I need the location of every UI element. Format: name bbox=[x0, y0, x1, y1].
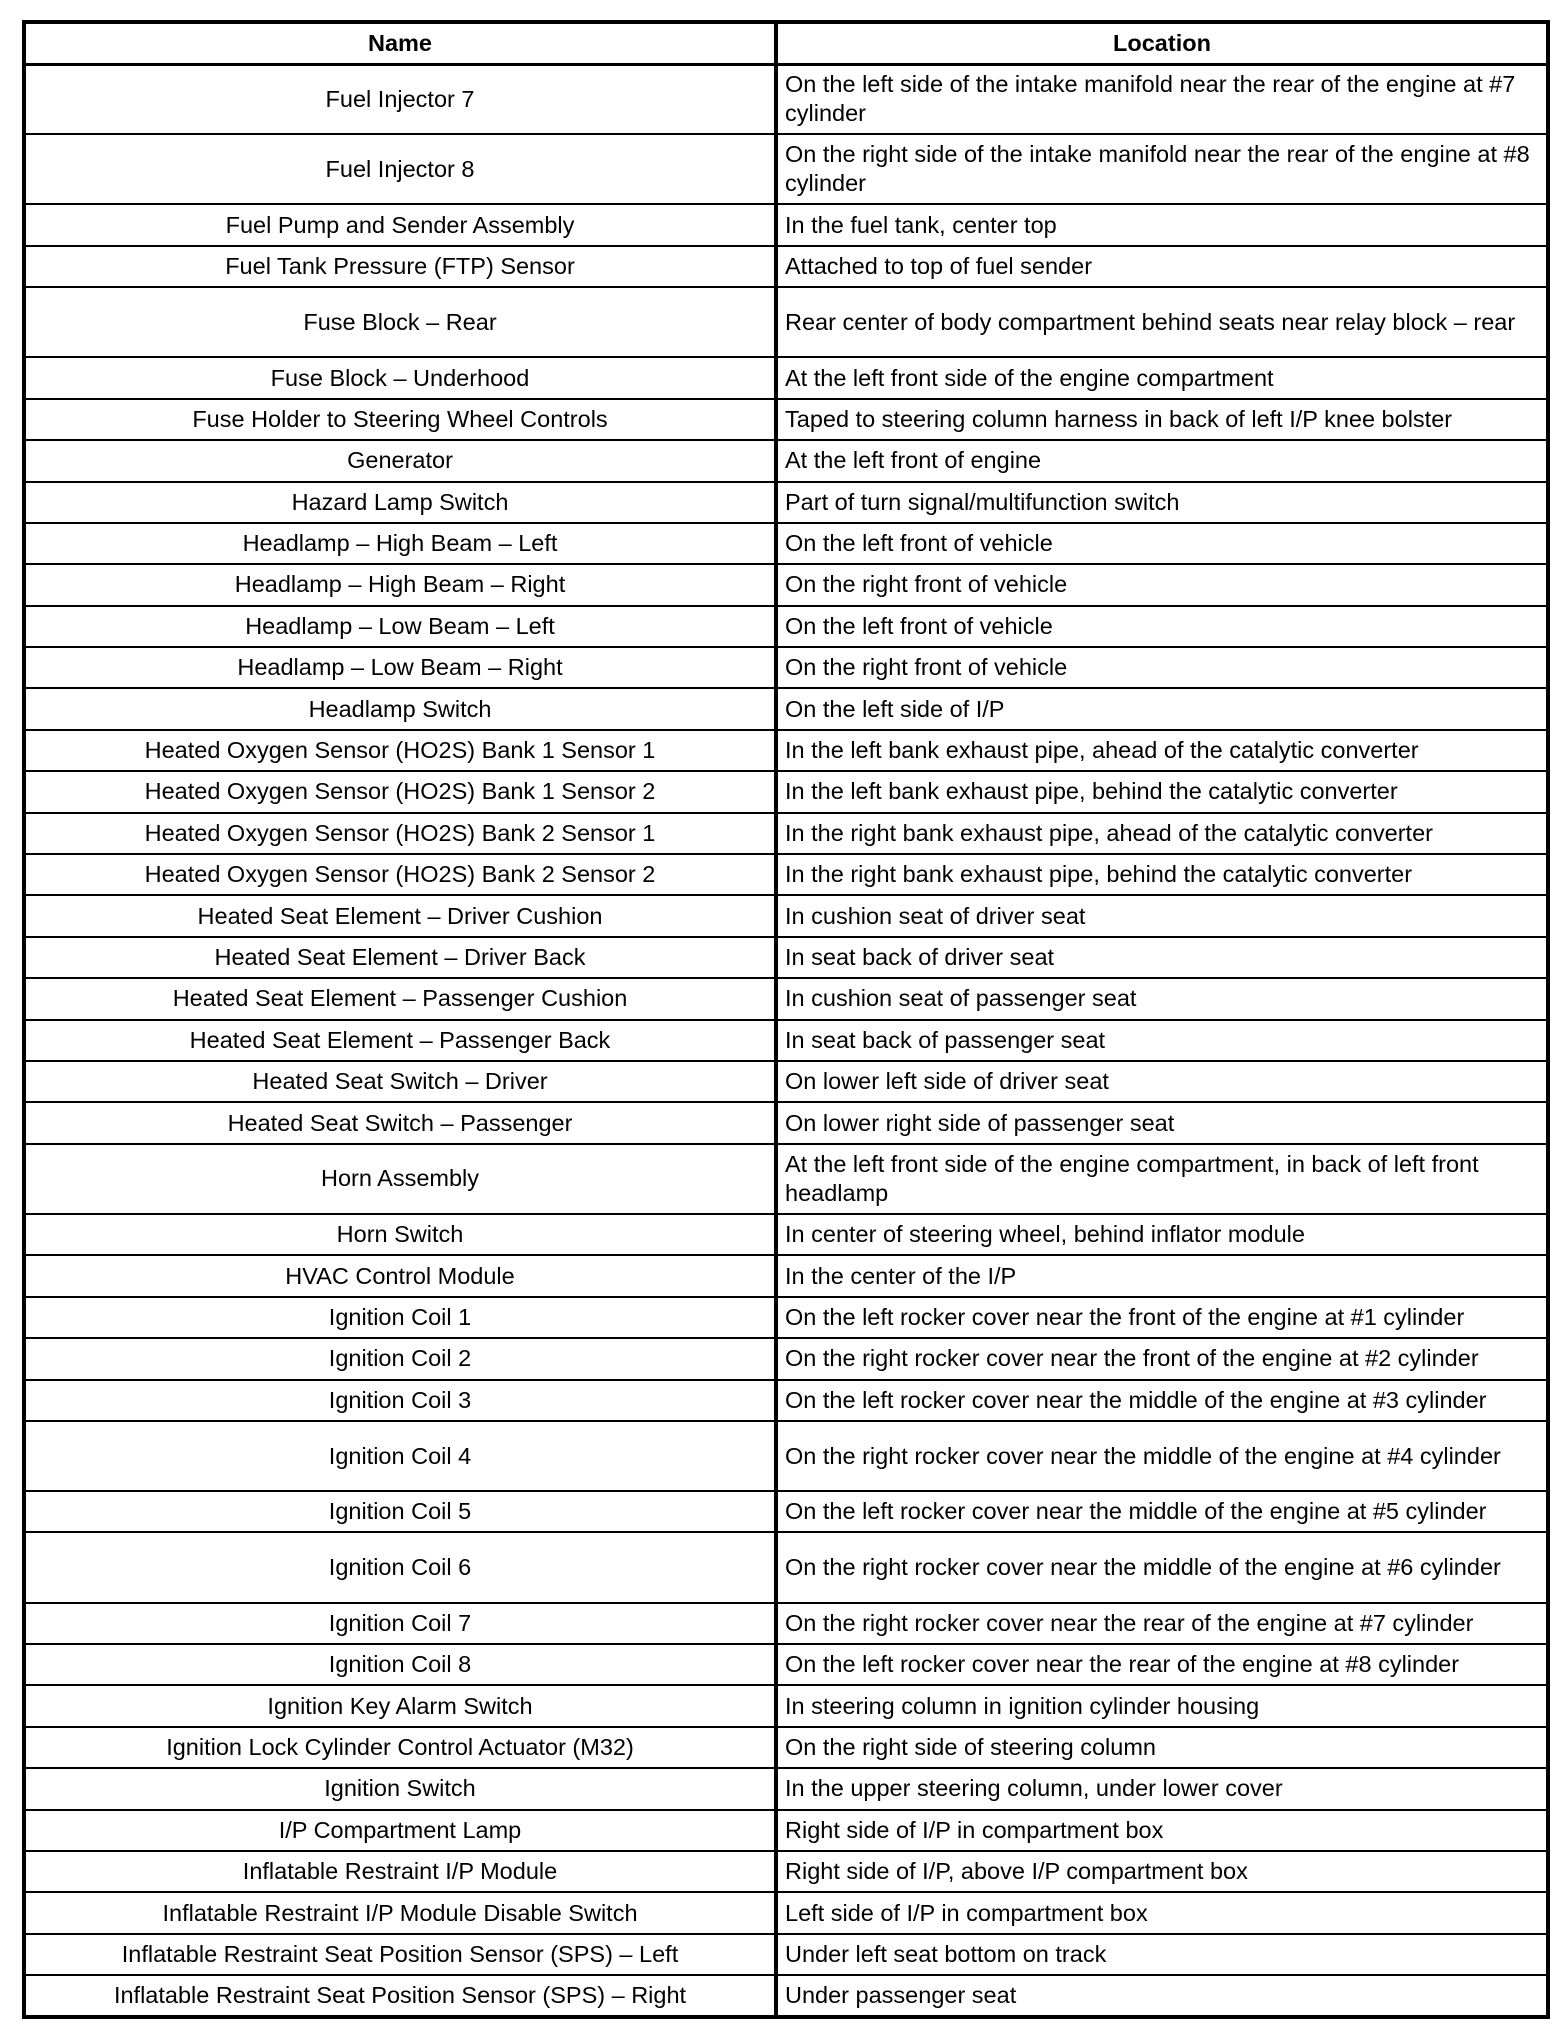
table-row bbox=[24, 564, 1548, 605]
table-row bbox=[24, 64, 1548, 134]
component-location-cell: In the left bank exhaust pipe, behind the catalytic converter bbox=[776, 771, 1548, 812]
component-name-cell: Heated Oxygen Sensor (HO2S) Bank 1 Sensor 2 bbox=[24, 771, 776, 812]
table-row bbox=[24, 1727, 1548, 1768]
component-location-cell: In cushion seat of passenger seat bbox=[776, 978, 1548, 1019]
component-location-cell: On the right side of steering column bbox=[776, 1727, 1548, 1768]
component-location-cell: On the left side of the intake manifold near the rear of the engine at #7 cylinder bbox=[776, 64, 1548, 134]
component-location-cell: On the right rocker cover near the rear of the engine at #7 cylinder bbox=[776, 1603, 1548, 1644]
component-location-cell: In cushion seat of driver seat bbox=[776, 895, 1548, 936]
table-row bbox=[24, 1297, 1548, 1338]
component-name-cell: Horn Switch bbox=[24, 1214, 776, 1255]
component-name-cell: Heated Seat Switch – Driver bbox=[24, 1061, 776, 1102]
component-name-cell: Ignition Lock Cylinder Control Actuator (M32) bbox=[24, 1727, 776, 1768]
component-name-cell: Heated Seat Element – Passenger Cushion bbox=[24, 978, 776, 1019]
table-row bbox=[24, 895, 1548, 936]
component-location-cell: Taped to steering column harness in back of left I/P knee bolster bbox=[776, 399, 1548, 440]
component-name-cell: Heated Oxygen Sensor (HO2S) Bank 1 Sensor 1 bbox=[24, 730, 776, 771]
component-location-cell: Under left seat bottom on track bbox=[776, 1934, 1548, 1975]
component-location-table bbox=[22, 20, 1550, 2019]
component-location-cell: On the left rocker cover near the middle of the engine at #5 cylinder bbox=[776, 1491, 1548, 1532]
component-location-cell: On the left rocker cover near the rear of the engine at #8 cylinder bbox=[776, 1644, 1548, 1685]
component-location-cell: In the right bank exhaust pipe, behind the catalytic converter bbox=[776, 854, 1548, 895]
component-location-cell: On the left front of vehicle bbox=[776, 606, 1548, 647]
component-location-cell: In seat back of passenger seat bbox=[776, 1020, 1548, 1061]
component-name-cell: HVAC Control Module bbox=[24, 1255, 776, 1296]
component-name-cell: Ignition Coil 6 bbox=[24, 1532, 776, 1602]
table-row bbox=[24, 647, 1548, 688]
component-location-cell: At the left front side of the engine compartment, in back of left front headlamp bbox=[776, 1144, 1548, 1214]
table-row bbox=[24, 1144, 1548, 1214]
component-location-cell: In seat back of driver seat bbox=[776, 937, 1548, 978]
table-row bbox=[24, 813, 1548, 854]
component-location-cell: In center of steering wheel, behind inflator module bbox=[776, 1214, 1548, 1255]
component-name-cell: Generator bbox=[24, 440, 776, 481]
component-name-cell: Headlamp – Low Beam – Right bbox=[24, 647, 776, 688]
table-row bbox=[24, 1685, 1548, 1726]
column-header-name: Name bbox=[24, 22, 776, 64]
table-row bbox=[24, 134, 1548, 204]
component-name-cell: Fuse Holder to Steering Wheel Controls bbox=[24, 399, 776, 440]
table-row bbox=[24, 1603, 1548, 1644]
table-row bbox=[24, 399, 1548, 440]
component-location-cell: On the left rocker cover near the front of the engine at #1 cylinder bbox=[776, 1297, 1548, 1338]
table-row bbox=[24, 1934, 1548, 1975]
component-location-cell: Attached to top of fuel sender bbox=[776, 246, 1548, 287]
table-row bbox=[24, 1851, 1548, 1892]
table-row bbox=[24, 1491, 1548, 1532]
component-name-cell: Inflatable Restraint I/P Module bbox=[24, 1851, 776, 1892]
component-location-cell: On the right side of the intake manifold near the rear of the engine at #8 cylinder bbox=[776, 134, 1548, 204]
component-name-cell: Ignition Coil 7 bbox=[24, 1603, 776, 1644]
component-name-cell: Heated Seat Element – Passenger Back bbox=[24, 1020, 776, 1061]
header-row bbox=[24, 22, 1548, 64]
component-name-cell: Inflatable Restraint I/P Module Disable Switch bbox=[24, 1892, 776, 1933]
component-location-table-container bbox=[22, 20, 1546, 2019]
component-location-cell: On the right front of vehicle bbox=[776, 564, 1548, 605]
component-location-cell: Right side of I/P, above I/P compartment box bbox=[776, 1851, 1548, 1892]
component-location-cell: At the left front of engine bbox=[776, 440, 1548, 481]
component-name-cell: Hazard Lamp Switch bbox=[24, 482, 776, 523]
table-row bbox=[24, 440, 1548, 481]
component-name-cell: Ignition Key Alarm Switch bbox=[24, 1685, 776, 1726]
table-row bbox=[24, 246, 1548, 287]
component-name-cell: Fuse Block – Underhood bbox=[24, 357, 776, 398]
component-location-cell: On the right rocker cover near the front of the engine at #2 cylinder bbox=[776, 1338, 1548, 1379]
component-location-cell: Rear center of body compartment behind seats near relay block – rear bbox=[776, 287, 1548, 357]
component-name-cell: Heated Oxygen Sensor (HO2S) Bank 2 Sensor 2 bbox=[24, 854, 776, 895]
table-row bbox=[24, 1338, 1548, 1379]
component-location-cell: In the left bank exhaust pipe, ahead of the catalytic converter bbox=[776, 730, 1548, 771]
table-row bbox=[24, 204, 1548, 245]
component-location-cell: In the upper steering column, under lower cover bbox=[776, 1768, 1548, 1809]
component-name-cell: Ignition Switch bbox=[24, 1768, 776, 1809]
table-row bbox=[24, 1892, 1548, 1933]
component-location-cell: On the right front of vehicle bbox=[776, 647, 1548, 688]
component-name-cell: I/P Compartment Lamp bbox=[24, 1810, 776, 1851]
table-row bbox=[24, 1380, 1548, 1421]
component-name-cell: Headlamp Switch bbox=[24, 688, 776, 729]
table-row bbox=[24, 523, 1548, 564]
component-location-cell: In the center of the I/P bbox=[776, 1255, 1548, 1296]
component-name-cell: Fuse Block – Rear bbox=[24, 287, 776, 357]
component-name-cell: Heated Oxygen Sensor (HO2S) Bank 2 Sensor 1 bbox=[24, 813, 776, 854]
component-location-cell: On lower right side of passenger seat bbox=[776, 1102, 1548, 1143]
component-name-cell: Ignition Coil 5 bbox=[24, 1491, 776, 1532]
table-row bbox=[24, 1810, 1548, 1851]
component-name-cell: Headlamp – High Beam – Right bbox=[24, 564, 776, 605]
table-header bbox=[24, 22, 1548, 64]
component-name-cell: Headlamp – High Beam – Left bbox=[24, 523, 776, 564]
component-name-cell: Fuel Injector 7 bbox=[24, 64, 776, 134]
table-row bbox=[24, 688, 1548, 729]
column-header-location: Location bbox=[776, 22, 1548, 64]
table-row bbox=[24, 1421, 1548, 1491]
component-location-cell: In the right bank exhaust pipe, ahead of the catalytic converter bbox=[776, 813, 1548, 854]
table-row bbox=[24, 1975, 1548, 2016]
component-location-cell: Left side of I/P in compartment box bbox=[776, 1892, 1548, 1933]
table-body bbox=[24, 64, 1548, 2017]
table-row bbox=[24, 482, 1548, 523]
table-row bbox=[24, 730, 1548, 771]
table-row bbox=[24, 606, 1548, 647]
component-name-cell: Fuel Tank Pressure (FTP) Sensor bbox=[24, 246, 776, 287]
component-location-cell: On the left side of I/P bbox=[776, 688, 1548, 729]
table-row bbox=[24, 287, 1548, 357]
table-row bbox=[24, 1255, 1548, 1296]
table-row bbox=[24, 1532, 1548, 1602]
component-location-cell: On the left front of vehicle bbox=[776, 523, 1548, 564]
component-name-cell: Ignition Coil 3 bbox=[24, 1380, 776, 1421]
table-row bbox=[24, 1768, 1548, 1809]
component-location-cell: In steering column in ignition cylinder housing bbox=[776, 1685, 1548, 1726]
table-row bbox=[24, 1102, 1548, 1143]
component-location-cell: Part of turn signal/multifunction switch bbox=[776, 482, 1548, 523]
component-name-cell: Heated Seat Element – Driver Back bbox=[24, 937, 776, 978]
component-location-cell: At the left front side of the engine compartment bbox=[776, 357, 1548, 398]
component-name-cell: Headlamp – Low Beam – Left bbox=[24, 606, 776, 647]
table-row bbox=[24, 1061, 1548, 1102]
component-location-cell: On lower left side of driver seat bbox=[776, 1061, 1548, 1102]
table-row bbox=[24, 1214, 1548, 1255]
component-name-cell: Ignition Coil 2 bbox=[24, 1338, 776, 1379]
component-name-cell: Inflatable Restraint Seat Position Sensor (SPS) – Right bbox=[24, 1975, 776, 2016]
component-name-cell: Ignition Coil 8 bbox=[24, 1644, 776, 1685]
component-name-cell: Heated Seat Switch – Passenger bbox=[24, 1102, 776, 1143]
table-row bbox=[24, 771, 1548, 812]
table-row bbox=[24, 978, 1548, 1019]
table-row bbox=[24, 937, 1548, 978]
component-name-cell: Fuel Pump and Sender Assembly bbox=[24, 204, 776, 245]
table-row bbox=[24, 1644, 1548, 1685]
component-name-cell: Inflatable Restraint Seat Position Sensor (SPS) – Left bbox=[24, 1934, 776, 1975]
component-name-cell: Horn Assembly bbox=[24, 1144, 776, 1214]
component-location-cell: Right side of I/P in compartment box bbox=[776, 1810, 1548, 1851]
component-location-cell: On the left rocker cover near the middle of the engine at #3 cylinder bbox=[776, 1380, 1548, 1421]
table-row bbox=[24, 1020, 1548, 1061]
table-row bbox=[24, 357, 1548, 398]
component-location-cell: On the right rocker cover near the middle of the engine at #4 cylinder bbox=[776, 1421, 1548, 1491]
component-name-cell: Heated Seat Element – Driver Cushion bbox=[24, 895, 776, 936]
component-name-cell: Fuel Injector 8 bbox=[24, 134, 776, 204]
component-name-cell: Ignition Coil 1 bbox=[24, 1297, 776, 1338]
component-location-cell: On the right rocker cover near the middle of the engine at #6 cylinder bbox=[776, 1532, 1548, 1602]
component-location-cell: In the fuel tank, center top bbox=[776, 204, 1548, 245]
component-name-cell: Ignition Coil 4 bbox=[24, 1421, 776, 1491]
component-location-cell: Under passenger seat bbox=[776, 1975, 1548, 2016]
table-row bbox=[24, 854, 1548, 895]
